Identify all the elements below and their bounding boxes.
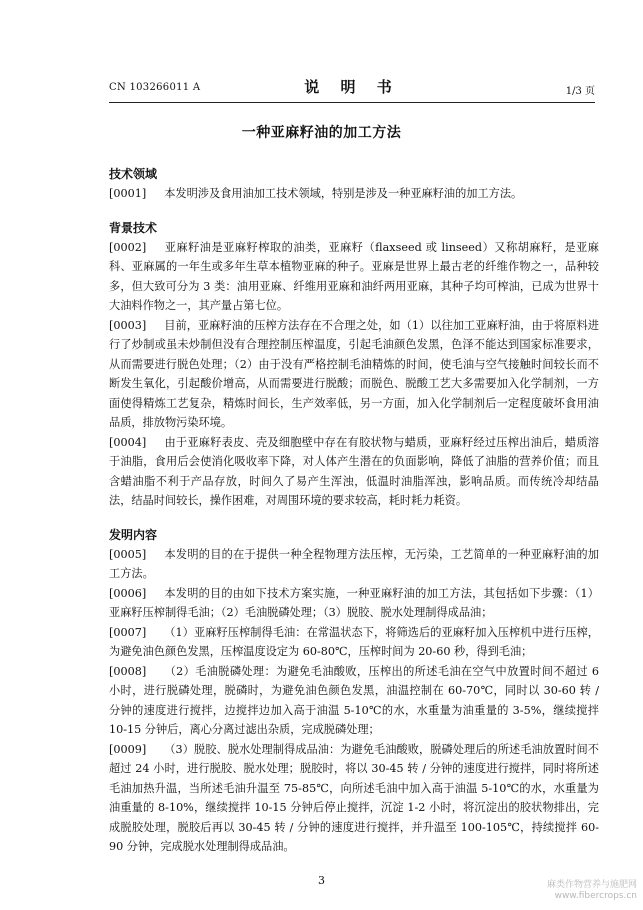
watermark: [547, 880, 637, 902]
paragraph-text: 本发明的目的由如下技术方案实施，一种亚麻籽油的加工方法，其包括如下步骤：（1）亚麻籽压榨制得毛油；（2）毛油脱磷处理；（3）脱胶、脱水处理制得成品油；: [109, 586, 599, 619]
paragraph-text: 目前，亚麻籽油的压榨方法存在不合理之处，如（1）以往加工亚麻籽油，由于将原料进行了炒制或虽未炒制但没有合理控制压榨温度，引起毛油颜色发黑，色泽不能达到国家标准要求，从而需要进行脱色处理；（2）由于没有严格控制毛油精炼的时间，使毛油与空气接触时间较长而不断发生氧化，引起酸价增高，从而需要进行脱酸；而脱色、脱酸工艺大多需要加入化学制剂，一方面使得精炼工艺复杂，精炼时间长，生产效率低，另一方面，加入化学制剂后一定程度破坏食用油品质，排放物污染环境。: [109, 318, 599, 429]
paragraph-text: 本发明的目的在于提供一种全程物理方法压榨，无污染，工艺简单的一种亚麻籽油的加工方法。: [109, 547, 599, 580]
paragraph-number: [0006]: [109, 586, 147, 600]
paragraph-text: 本发明涉及食用油加工技术领域，特别是涉及一种亚麻籽油的加工方法。: [164, 187, 523, 200]
page-header: [109, 76, 595, 103]
paragraph-number: [0005]: [109, 547, 147, 561]
paragraph-text: 由于亚麻籽表皮、壳及细胞壁中存在有胶状物与蜡质，亚麻籽经过压榨出油后，蜡质溶于油脂，食用后会使消化吸收率下降，对人体产生潜在的负面影响，降低了油脂的营养价值；而且含蜡油脂不利于产品存放，时间久了易产生浑浊，低温时油脂浑浊，影响品质。而传统冷却结晶法，结晶时间较长，操作困难，对周围环境的要求较高，耗时耗力耗资。: [109, 435, 599, 507]
page-reference: 1/3 页: [565, 86, 595, 97]
paragraph-text: 亚麻籽油是亚麻籽榨取的油类，亚麻籽（flaxseed 或 linseed）又称胡麻籽，是亚麻科、亚麻属的一年生或多年生草本植物亚麻的种子。亚麻是世界上最古老的纤维作物之一，品种较多，但大致可分为 3 类：油用亚麻、纤维用亚麻和油纤两用亚麻，其种子均可榨油，已成为世界十大油料作物之一，其产量占第七位。: [109, 240, 599, 312]
document-body: [109, 164, 599, 857]
paragraph: [109, 740, 599, 857]
paragraph-number: [0001]: [109, 187, 147, 200]
document-title: 一种亚麻籽油的加工方法: [241, 125, 402, 141]
page-number: 3: [318, 874, 325, 887]
paragraph: [109, 623, 599, 662]
watermark-site-name: 麻类作物营养与施肥网: [546, 880, 637, 890]
paragraph-number: [0003]: [109, 318, 147, 332]
paragraph-number: [0004]: [109, 435, 147, 449]
paragraph-text: （3）脱胶、脱水处理制得成品油：为避免毛油酸败，脱磷处理后的所述毛油放置时间不超过 24 小时，进行脱胶、脱水处理；脱胶时，将以 30-45 转 / 分钟的速度进行搅拌，同时将所述毛油加热升温，当所述毛油升温至 75-85℃，向所述毛油中加入高于油温 5-10℃的水，水重量为油重量的 8-10%，继续搅拌 10-15 分钟后停止搅拌，沉淀 1-2 小时，将沉淀出的胶状物排出，完成脱胶处理，脱胶后再以 30-45 转 / 分钟的速度进行搅拌，并升温至 100-105℃，持续搅拌 60-90 分钟，完成脱水处理制得成品油。: [109, 742, 599, 853]
paragraph: [109, 584, 599, 623]
section-heading: 技术领域: [109, 167, 158, 181]
section-heading: 发明内容: [109, 527, 158, 542]
paragraph-number: [0009]: [109, 742, 147, 756]
paragraph: [109, 316, 599, 433]
paragraph-number: [0002]: [109, 240, 147, 254]
paragraph: [109, 662, 599, 740]
paragraph: [109, 433, 599, 511]
paragraph-number: [0007]: [109, 625, 147, 639]
document-type: 说 明 书: [304, 78, 400, 96]
paragraph-number: [0008]: [109, 664, 147, 678]
patent-number: CN 103266011 A: [109, 82, 201, 93]
watermark-url: www.fibercrops.cn: [554, 891, 637, 901]
paragraph: [109, 545, 599, 584]
paragraph-text: （2）毛油脱磷处理：为避免毛油酸败，压榨出的所述毛油在空气中放置时间不超过 6 小时，进行脱磷处理，脱磷时，为避免油色颜色发黑，油温控制在 60-70℃，同时以 30-60 转 / 分钟的速度进行搅拌，边搅拌边加入高于油温 5-10℃的水，水重量为油重量的 3-5%，继续搅拌 10-15 分钟后，离心分离过滤出杂质，完成脱磷处理；: [109, 664, 599, 736]
section-heading: 背景技术: [109, 220, 158, 235]
paragraph-text: （1）亚麻籽压榨制得毛油：在常温状态下，将筛选后的亚麻籽加入压榨机中进行压榨，为避免油色颜色发黑，压榨温度设定为 60-80℃，压榨时间为 20-60 秒，得到毛油；: [109, 625, 599, 658]
paragraph: [109, 238, 599, 316]
paragraph: [109, 184, 599, 204]
